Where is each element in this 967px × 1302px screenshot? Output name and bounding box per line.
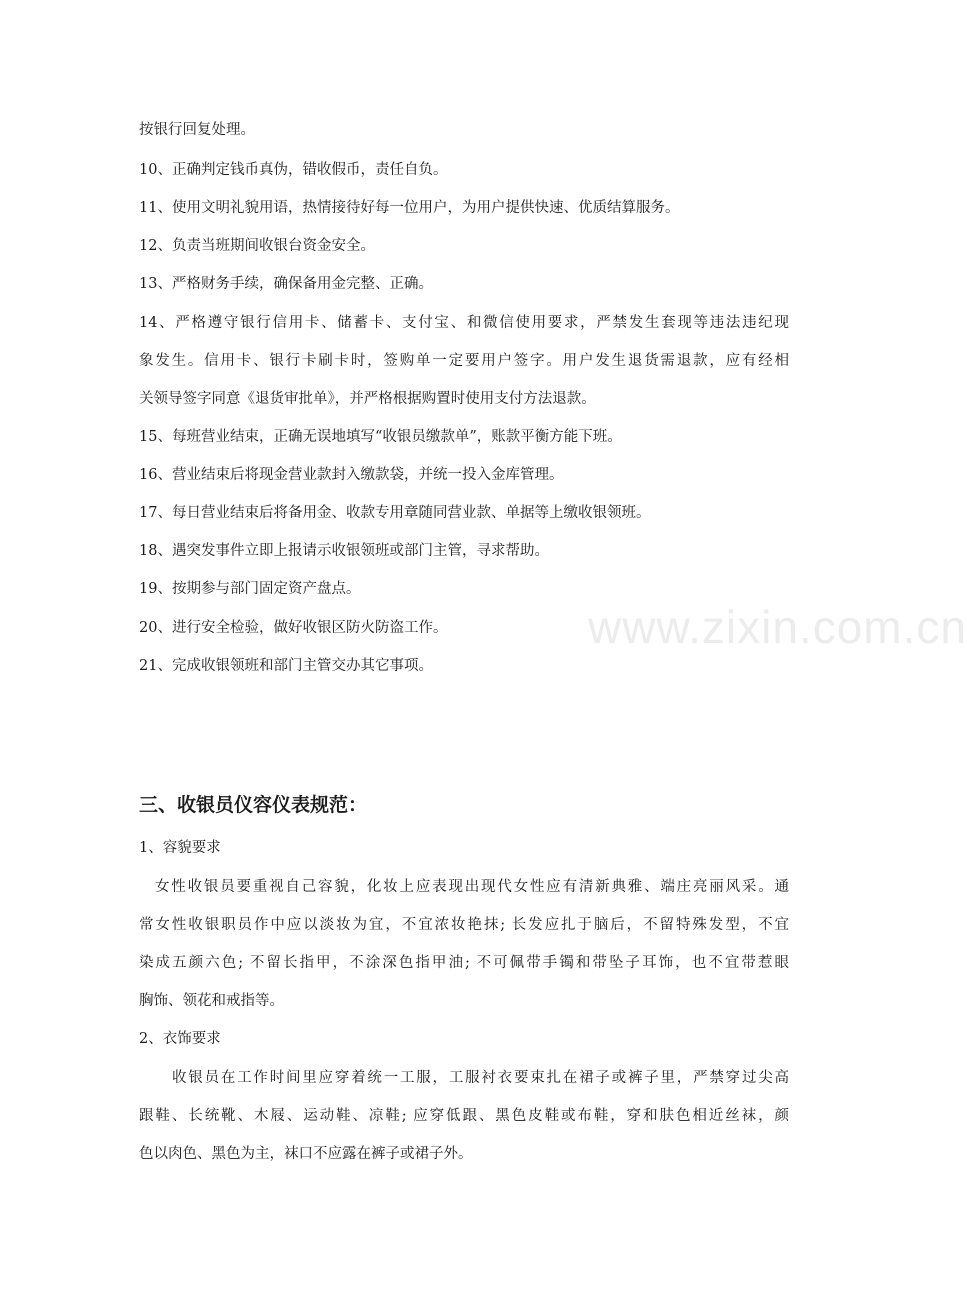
list-item-12: 12、负责当班期间收银台资金安全。 (139, 238, 375, 254)
subheading-appearance: 1、容貌要求 (139, 840, 221, 856)
list-item-13: 13、严格财务手续，确保备用金完整、正确。 (139, 276, 433, 292)
attire-paragraph-line-3: 色以肉色、黑色为主，袜口不应露在裤子或裙子外。 (139, 1146, 473, 1162)
appearance-paragraph-line-4: 胸饰、领花和戒指等。 (139, 993, 284, 1009)
list-item-19: 19、按期参与部门固定资产盘点。 (139, 581, 361, 597)
list-item-11: 11、使用文明礼貌用语，热情接待好每一位用户，为用户提供快速、优质结算服务。 (139, 200, 680, 216)
list-item-14-line-3: 关领导签字同意《退货审批单》，并严格根据购置时使用支付方法退款。 (139, 391, 596, 407)
attire-paragraph-line-2: 跟鞋、长统靴、木屐、运动鞋、凉鞋; 应穿低跟、黑色皮鞋或布鞋，穿和肤色相近丝袜，颜 (139, 1108, 789, 1124)
list-item-17: 17、每日营业结束后将备用金、收款专用章随同营业款、单据等上缴收银领班。 (139, 505, 651, 521)
list-item-15: 15、每班营业结束，正确无误地填写“收银员缴款单”，账款平衡方能下班。 (139, 429, 622, 445)
subheading-attire: 2、衣饰要求 (139, 1031, 221, 1047)
list-item-14-line-1: 14、严格遵守银行信用卡、储蓄卡、支付宝、和微信使用要求，严禁发生套现等违法违纪现 (139, 315, 789, 331)
list-item-20: 20、进行安全检验，做好收银区防火防盗工作。 (139, 620, 448, 636)
list-item-18: 18、遇突发事件立即上报请示收银领班或部门主管，寻求帮助。 (139, 543, 549, 559)
appearance-paragraph-line-2: 常女性收银职员作中应以淡妆为宜，不宜浓妆艳抹; 长发应扎于脑后，不留特殊发型，不宜 (139, 917, 789, 933)
text-line: 按银行回复处理。 (139, 122, 255, 138)
attire-paragraph-line-1: 收银员在工作时间里应穿着统一工服，工服衬衣要束扎在裙子或裤子里，严禁穿过尖高 (172, 1070, 789, 1086)
section-heading: 三、收银员仪容仪表规范： (139, 794, 368, 816)
list-item-21: 21、完成收银领班和部门主管交办其它事项。 (139, 658, 433, 674)
list-item-16: 16、营业结束后将现金营业款封入缴款袋，并统一投入金库管理。 (139, 467, 564, 483)
appearance-paragraph-line-1: 女性收银员要重视自己容貌，化妆上应表现出现代女性应有清新典雅、端庄亮丽风采。通 (155, 879, 789, 895)
list-item-14-line-2: 象发生。信用卡、银行卡刷卡时，签购单一定要用户签字。用户发生退货需退款，应有经相 (139, 353, 789, 369)
watermark: www.zixin.com.cn (588, 601, 967, 653)
list-item-10: 10、正确判定钱币真伪，错收假币，责任自负。 (139, 162, 448, 178)
appearance-paragraph-line-3: 染成五颜六色; 不留长指甲，不涂深色指甲油; 不可佩带手镯和带坠子耳饰，也不宜带惹眼 (139, 955, 789, 971)
